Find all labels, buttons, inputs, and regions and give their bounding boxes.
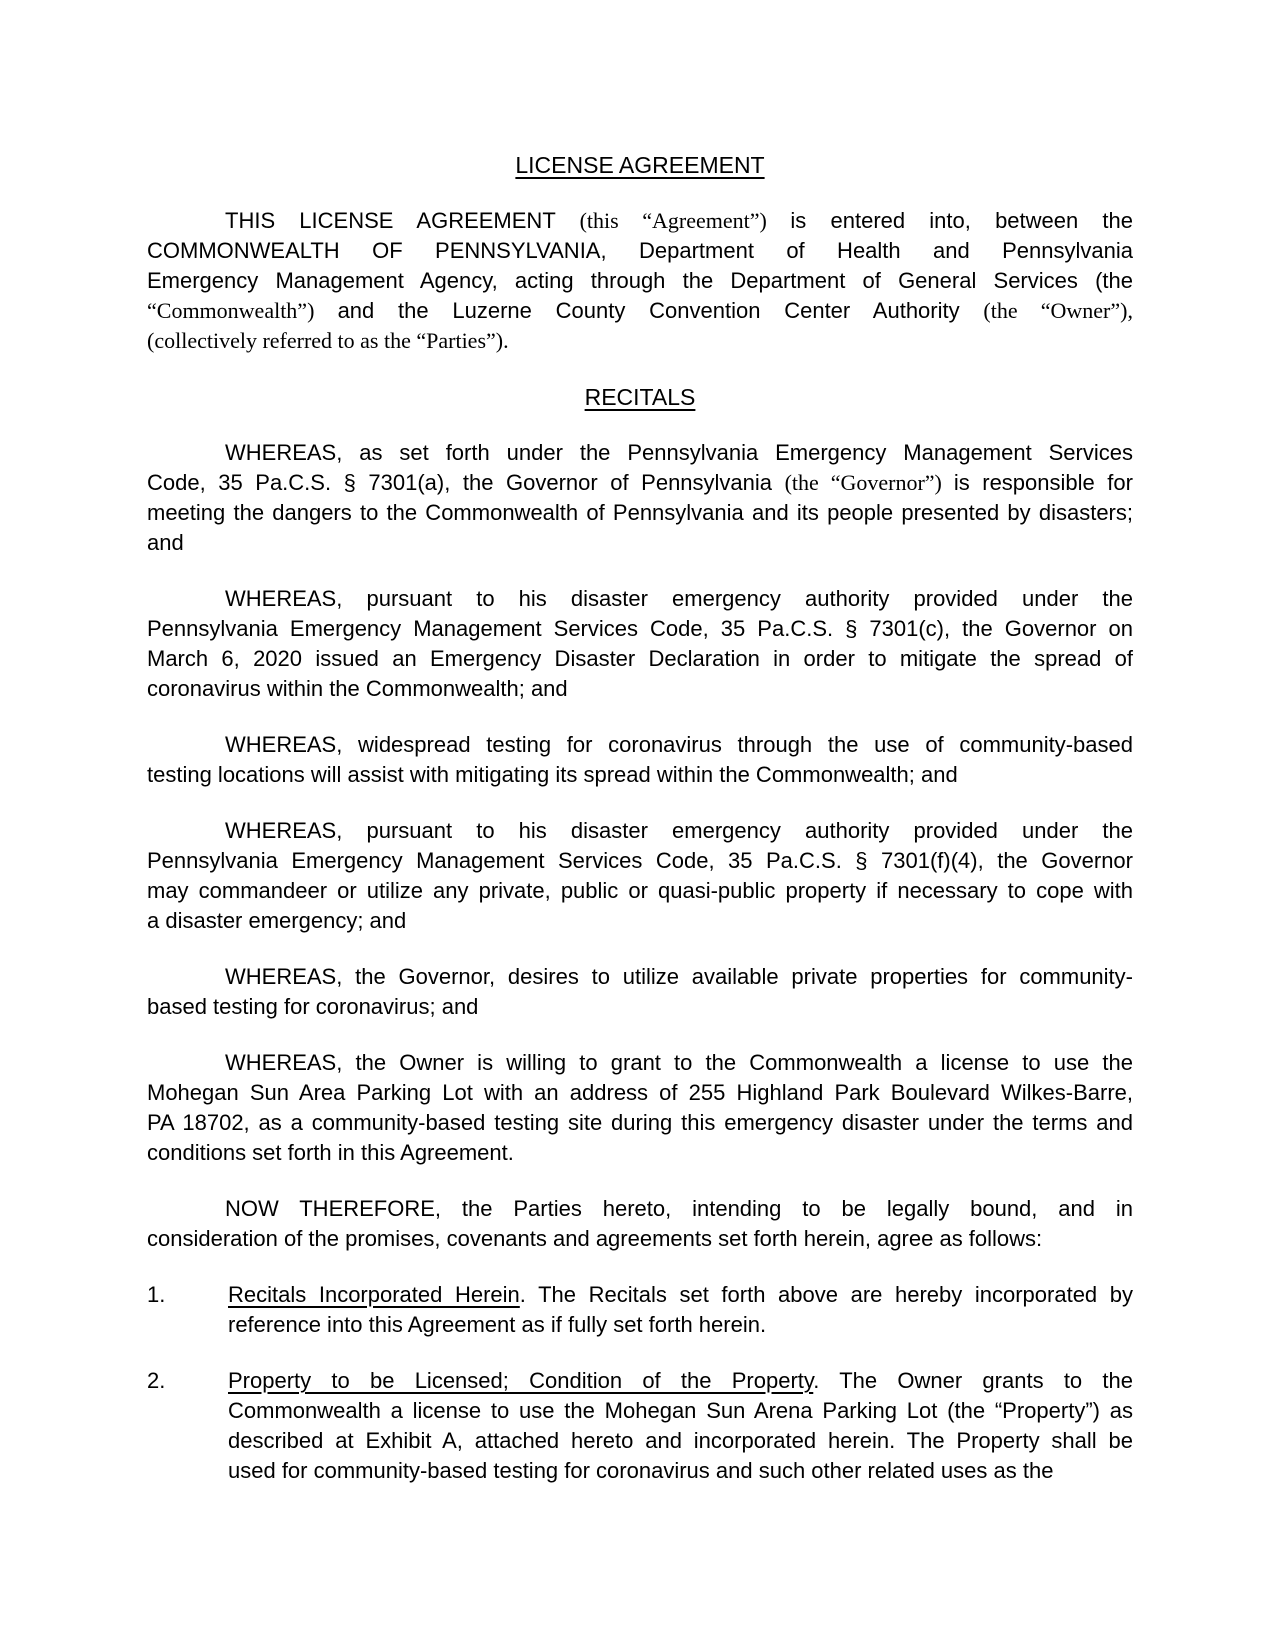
intro-paragraph bbox=[147, 206, 1133, 356]
text-segment: is entered into, between the bbox=[790, 208, 1134, 233]
document-title bbox=[147, 150, 1133, 180]
line: COMMONWEALTH OF PENNSYLVANIA, Department of Health and Pennsylvania bbox=[147, 238, 1133, 263]
line: Mohegan Sun Area Parking Lot with an address of 255 Highland Park Boulevard Wilkes-Barre, bbox=[147, 1080, 1133, 1105]
line: conditions set forth in this Agreement. bbox=[147, 1140, 514, 1165]
line: WHEREAS, the Owner is willing to grant to the Commonwealth a license to use the bbox=[225, 1050, 1133, 1075]
line: and bbox=[147, 530, 184, 555]
text-segment: . The Recitals set forth above are hereby incorporated by bbox=[519, 1282, 1133, 1307]
line: Pennsylvania Emergency Management Services Code, 35 Pa.C.S. § 7301(f)(4), the Governor bbox=[147, 848, 1133, 873]
line: Emergency Management Agency, acting through the Department of General Services (the bbox=[147, 268, 1133, 293]
recitals-heading-text: RECITALS bbox=[584, 384, 696, 410]
recitals-heading bbox=[147, 382, 1133, 412]
text-segment-serif: (the “Governor”) bbox=[784, 470, 954, 495]
numbered-item-1 bbox=[147, 1280, 1133, 1340]
line: Commonwealth a license to use the Mohegan Sun Arena Parking Lot (the “Property”) as bbox=[228, 1398, 1133, 1423]
line: Pennsylvania Emergency Management Services Code, 35 Pa.C.S. § 7301(c), the Governor on bbox=[147, 616, 1133, 641]
line: a disaster emergency; and bbox=[147, 908, 407, 933]
text-segment-serif: (the “Owner”), bbox=[983, 298, 1133, 323]
line: (collectively referred to as the “Parties”). bbox=[147, 328, 509, 353]
whereas-paragraph-5 bbox=[147, 962, 1133, 1022]
line bbox=[228, 1366, 1133, 1396]
line: WHEREAS, as set forth under the Pennsylvania Emergency Management Services bbox=[225, 440, 1133, 465]
line: coronavirus within the Commonwealth; and bbox=[147, 676, 568, 701]
whereas-paragraph-2 bbox=[147, 584, 1133, 704]
line bbox=[147, 296, 1133, 326]
line bbox=[228, 1280, 1133, 1310]
line: meeting the dangers to the Commonwealth of Pennsylvania and its people presented by disasters; bbox=[147, 500, 1133, 525]
item-number: 1. bbox=[147, 1282, 166, 1307]
item-number: 2. bbox=[147, 1368, 166, 1393]
line: March 6, 2020 issued an Emergency Disaster Declaration in order to mitigate the spread of bbox=[147, 646, 1133, 671]
numbered-item-2 bbox=[147, 1366, 1133, 1486]
line: consideration of the promises, covenants and agreements set forth herein, agree as follows: bbox=[147, 1226, 1043, 1251]
line: WHEREAS, the Governor, desires to utilize available private properties for community- bbox=[225, 964, 1133, 989]
whereas-paragraph-4 bbox=[147, 816, 1133, 936]
line: WHEREAS, pursuant to his disaster emergency authority provided under the bbox=[225, 586, 1133, 611]
item-heading: Property to be Licensed; Condition of the Property bbox=[228, 1368, 814, 1393]
line: NOW THEREFORE, the Parties hereto, intending to be legally bound, and in bbox=[225, 1196, 1133, 1221]
line: testing locations will assist with mitigating its spread within the Commonwealth; and bbox=[147, 762, 958, 787]
text-segment: THIS LICENSE AGREEMENT bbox=[225, 208, 580, 233]
line: based testing for coronavirus; and bbox=[147, 994, 479, 1019]
line: WHEREAS, widespread testing for coronavirus through the use of community-based bbox=[225, 732, 1133, 757]
text-segment-serif: “Commonwealth”) bbox=[147, 298, 338, 323]
text-segment: . The Owner grants to the bbox=[813, 1368, 1133, 1393]
text-segment: is responsible for bbox=[953, 470, 1133, 495]
line bbox=[147, 468, 1133, 498]
whereas-paragraph-1 bbox=[147, 438, 1133, 558]
line: WHEREAS, pursuant to his disaster emergency authority provided under the bbox=[225, 818, 1133, 843]
whereas-paragraph-3 bbox=[147, 730, 1133, 790]
line: described at Exhibit A, attached hereto and incorporated herein. The Property shall be bbox=[228, 1428, 1133, 1453]
line: reference into this Agreement as if fully set forth herein. bbox=[228, 1312, 767, 1337]
text-segment-serif: (this “Agreement”) bbox=[579, 208, 791, 233]
text-segment: Code, 35 Pa.C.S. § 7301(a), the Governor of Pennsylvania bbox=[147, 470, 785, 495]
line: PA 18702, as a community-based testing site during this emergency disaster under the terms and bbox=[147, 1110, 1133, 1135]
item-heading: Recitals Incorporated Herein bbox=[228, 1282, 520, 1307]
line: used for community-based testing for coronavirus and such other related uses as the bbox=[228, 1458, 1054, 1483]
text-segment: and the Luzerne County Convention Center Authority bbox=[337, 298, 984, 323]
now-therefore-paragraph bbox=[147, 1194, 1133, 1254]
whereas-paragraph-6 bbox=[147, 1048, 1133, 1168]
line bbox=[147, 206, 1133, 236]
line: may commandeer or utilize any private, public or quasi-public property if necessary to cope with bbox=[147, 878, 1133, 903]
document-title-text: LICENSE AGREEMENT bbox=[515, 152, 765, 178]
